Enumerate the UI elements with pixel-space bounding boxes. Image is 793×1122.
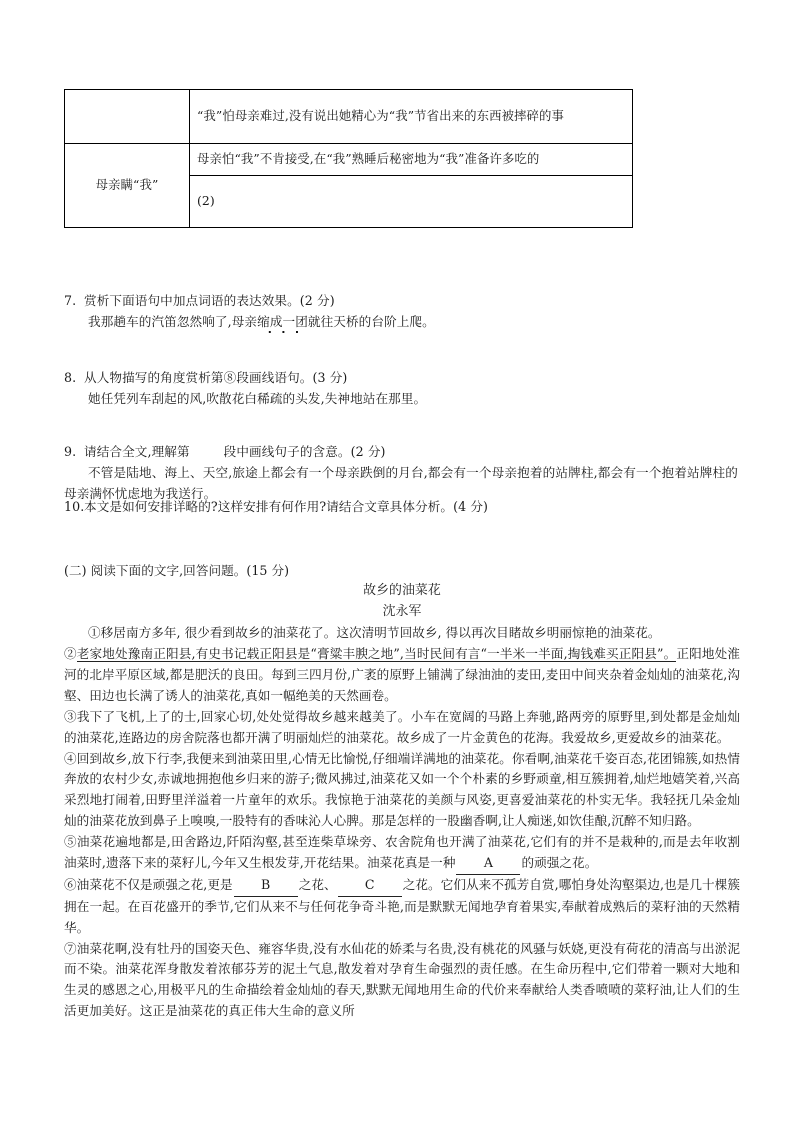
question-9 [64, 441, 738, 504]
question-9-number: 9. [64, 444, 77, 459]
question-10-prompt-line [64, 496, 738, 517]
table-cell-left-empty [65, 90, 190, 144]
question-9-prompt-b: 段中画线句子的含意。(2 分) [223, 444, 386, 459]
question-9-quote: 不管是陆地、海上、天空,旅途上都会有一个母亲跌倒的月台,都会有一个母亲抱着的站牌柱,都会有一个抱着站牌柱的母亲满怀忧虑地为我送行。 [64, 465, 738, 502]
paragraph-marker-3: ③ [64, 708, 77, 724]
paragraph-marker-4: ④ [64, 750, 77, 766]
passage-paragraph-2 [64, 644, 740, 707]
paragraph-6-text-before: 油菜花不仅是顽强之花,更是 [76, 876, 233, 892]
question-8 [64, 367, 738, 409]
paragraph-marker-6: ⑥ [64, 876, 77, 892]
passage-title: 故乡的油菜花 [363, 583, 441, 599]
paragraph-text-1: 移居南方多年, 很少看到故乡的油菜花了。这次清明节回故乡, 得以再次目睹故乡明丽惊艳的油菜花。 [100, 625, 661, 641]
paragraph-6-text-mid: 之花、 [298, 876, 337, 892]
question-9-prompt-a: 请结合全文,理解第 [84, 444, 190, 459]
question-9-prompt-line [64, 441, 738, 462]
paragraph-text-7: 油菜花啊,没有牡丹的国姿天色、雍容华贵,没有水仙花的娇柔与名贵,没有桃花的风骚与妖娆,更没有荷花的清高与出淤泥而不染。油菜花浑身散发着浓郁芬芳的泥土气息,散发着对孕育生命强烈的责任感。在生命历程中,它们带着一颗对大地和生灵的感恩之心,用极平凡的生命描绘着金灿灿的春天,默默无闻地用生命的代价来奉献给人类香喷喷的菜籽油,让人们的生活更加美好。这正是油菜花的真正伟大生命的意义所 [64, 940, 740, 1019]
paragraph-marker-2: ② [64, 646, 77, 662]
paragraph-marker-7: ⑦ [64, 940, 77, 956]
paragraph-text-3: 我下了飞机,上了的士,回家心切,处处觉得故乡越来越美了。小车在宽阔的马路上奔驰,路两旁的原野里,到处都是金灿灿的油菜花,连路边的房舍院落也都开满了明丽灿烂的油菜花。故乡成了一片金黄色的花海。我爱故乡,更爱故乡的油菜花。 [64, 708, 740, 745]
paragraph-text-4: 回到故乡,放下行李,我便来到油菜田里,心情无比愉悦,仔细端详满地的油菜花。你看啊,油菜花千姿百态,花团锦簇,如热情奔放的农村少女,赤诚地拥抱他乡归来的游子;微风拂过,油菜花又如一个个朴素的乡野顽童,相互簇拥着,灿烂地嬉笑着,兴高采烈地打闹着,田野里洋溢着一片童年的欢乐。我惊艳于油菜花的美颜与风姿,更喜爱油菜花的朴实无华。我轻抚几朵金灿灿的油菜花放到鼻子上嗅嗅,一股特有的香味沁人心脾。那是怎样的一股幽香啊,让人痴迷,如饮佳酿,沉醉不知归路。 [64, 750, 740, 829]
question-8-prompt-line [64, 367, 738, 388]
question-7-quote-before: 我那趟车的汽笛忽然响了,母亲 [88, 314, 258, 330]
question-7-quote [64, 311, 738, 332]
question-7-number: 7. [64, 293, 77, 308]
reading-passage-section [64, 560, 740, 1022]
passage-paragraph-5 [64, 832, 740, 875]
paragraph-5-text-after: 的顽强之花。 [521, 855, 598, 871]
table-row [65, 144, 633, 176]
fill-blank-c[interactable]: C [338, 875, 402, 897]
table-cell-right-1: 母亲怕“我”不肯接受,在“我”熟睡后秘密地为“我”准备许多吃的 [190, 144, 633, 176]
question-10-prompt: 本文是如何安排详略的?这样安排有何作用?请结合文章具体分析。(4 分) [84, 499, 489, 514]
question-8-quote: 她任凭列车刮起的风,吹散花白稀疏的头发,失神地站在那里。 [88, 391, 427, 407]
passage-paragraph-4 [64, 749, 740, 833]
passage-paragraph-6 [64, 875, 740, 939]
answer-table [64, 89, 633, 228]
table-row [65, 90, 633, 144]
passage-paragraph-3 [64, 707, 740, 749]
question-7-prompt-line [64, 290, 738, 311]
passage-author: 沈永军 [382, 604, 422, 620]
table-cell-right-2: (2) [190, 176, 633, 228]
paragraph-2-underlined-text: 老家地处豫南正阳县,有史书记载正阳县是“膏粱丰腴之地”,当时民间有言“一半米一半面,掏钱难买正阳县”。 [76, 646, 677, 662]
question-7-prompt: 赏析下面语句中加点词语的表达效果。(2 分) [84, 293, 335, 308]
question-7 [64, 290, 738, 332]
section-heading: (二) 阅读下面的文字,回答问题。(15 分) [64, 563, 290, 578]
fill-blank-a[interactable]: A [456, 853, 520, 875]
question-10 [64, 496, 738, 517]
paragraph-6-text-after: 之花。它们从来不孤芳自赏,哪怕身处沟壑渠边,也是几十棵簇拥在一起。在百花盛开的季节,它们从来不与任何花争奇斗艳,而是默默无闻地孕育着果实,奉献着成熟后的菜籽油的天然精华。 [64, 876, 740, 935]
question-8-number: 8. [64, 370, 77, 385]
table-cell-left-merged: 母亲瞒“我” [65, 144, 190, 228]
paragraph-5-text-before: 油菜花遍地都是,田舍路边,阡陌沟壑,甚至连柴草垛旁、农舍院角也开满了油菜花,它们有的并不是栽种的,而是去年收割油菜时,遗落下来的菜籽儿,今年又生根发芽,开花结果。油菜花真是一种 [64, 834, 740, 871]
passage-paragraph-7 [64, 939, 740, 1023]
passage-paragraph-1 [64, 623, 740, 644]
question-7-quote-after: 就往天桥的台阶上爬。 [307, 314, 435, 330]
question-8-prompt: 从人物描写的角度赏析第⑧段画线语句。(3 分) [84, 370, 348, 385]
paragraph-2-text: 正阳地处淮河的北岸平原区域,都是肥沃的良田。每到三四月份,广袤的原野上铺满了绿油油的麦田,麦田中间夹杂着金灿灿的油菜花,沟壑、田边也长满了诱人的油菜花,真如一幅绝美的天然画卷。 [64, 646, 740, 703]
fill-blank-b[interactable]: B [234, 875, 298, 897]
answer-table-wrapper [64, 89, 602, 228]
paragraph-marker-5: ⑤ [64, 834, 77, 850]
table-cell-right-0: “我”怕母亲难过,没有说出她精心为“我”节省出来的东西被摔碎的事 [190, 90, 633, 144]
question-7-emphasis-text: 缩成一团 [257, 314, 308, 330]
paragraph-marker-1: ① [88, 625, 101, 641]
question-10-number: 10. [64, 499, 85, 514]
